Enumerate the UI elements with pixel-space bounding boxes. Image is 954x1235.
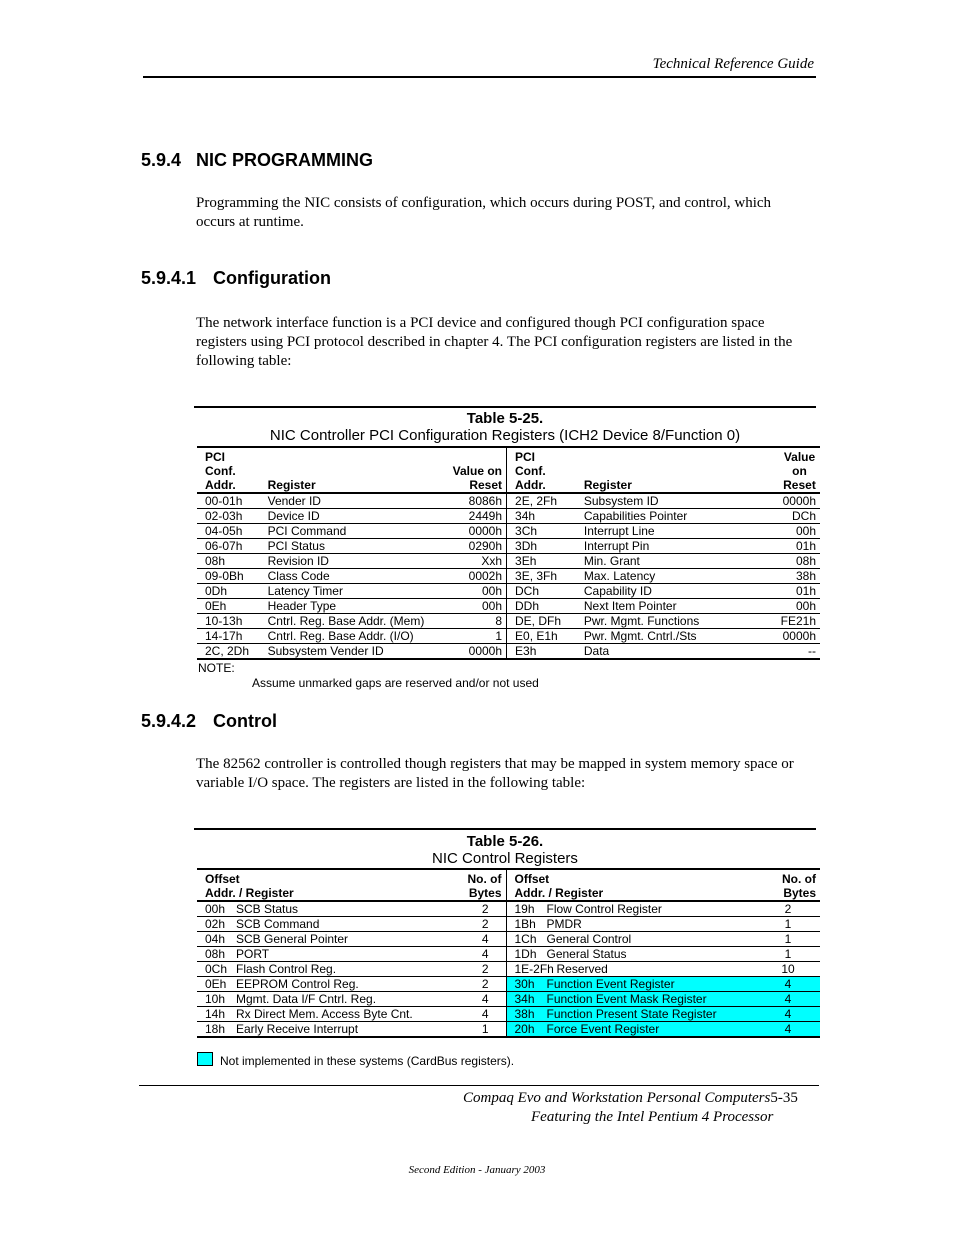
edition-line: Second Edition - January 2003 xyxy=(408,1164,546,1176)
intro-paragraph: Programming the NIC consists of configuration, which occurs during POST, and control, which occurs at runtime. xyxy=(196,195,772,230)
register-name: Subsystem ID xyxy=(576,493,753,509)
reset-value: 0002h xyxy=(445,569,507,584)
nic-control-table xyxy=(197,868,820,1038)
table-row xyxy=(197,569,820,584)
table2-header-register-right: Offset Addr. / Register xyxy=(514,872,604,900)
reset-value: 00h xyxy=(753,524,820,539)
register-name: Pwr. Mgmt. Functions xyxy=(576,614,753,629)
offset: 08h xyxy=(205,947,226,961)
byte-count: 4 xyxy=(756,992,820,1007)
pci-addr: 08h xyxy=(197,554,260,569)
running-header: Technical Reference Guide xyxy=(652,56,814,72)
register-left xyxy=(197,947,449,962)
register-name: PMDR xyxy=(546,917,582,931)
reset-value: 01h xyxy=(753,539,820,554)
table1-header-register: Register xyxy=(267,478,316,492)
footer-product: Compaq Evo and Workstation Personal Computers xyxy=(463,1090,771,1106)
byte-count: 2 xyxy=(449,977,506,992)
pci-addr: 14-17h xyxy=(197,629,260,644)
pci-addr: E3h xyxy=(507,644,576,660)
table1-caption xyxy=(194,410,816,444)
offset: 18h xyxy=(205,1022,226,1036)
pci-addr: 34h xyxy=(507,509,576,524)
register-name: Capability ID xyxy=(576,584,753,599)
pci-addr: 00-01h xyxy=(197,493,260,509)
offset: 1Dh xyxy=(514,947,537,961)
reset-value: 00h xyxy=(445,584,507,599)
footer-rule xyxy=(139,1085,819,1086)
offset: 1Ch xyxy=(514,932,537,946)
table-row xyxy=(197,932,820,947)
reset-value: Xxh xyxy=(445,554,507,569)
pci-addr: E0, E1h xyxy=(507,629,576,644)
register-right xyxy=(506,977,756,992)
byte-count: 4 xyxy=(449,1007,506,1022)
offset: 38h xyxy=(514,1007,535,1021)
byte-count: 1 xyxy=(449,1022,506,1038)
table-row xyxy=(197,947,820,962)
table1-note-label: NOTE: xyxy=(198,661,235,675)
table1-header-row xyxy=(197,447,820,493)
pci-addr: DDh xyxy=(507,599,576,614)
byte-count: 2 xyxy=(449,917,506,932)
register-name: Function Event Mask Register xyxy=(546,992,707,1006)
offset: 19h xyxy=(514,902,535,916)
control-number: 5.9.4.2 xyxy=(141,711,197,731)
pci-addr: 06-07h xyxy=(197,539,260,554)
table-row xyxy=(197,554,820,569)
register-name: SCB Status xyxy=(236,902,299,916)
reset-value: 8 xyxy=(445,614,507,629)
table2-caption xyxy=(194,833,816,867)
offset: 10h xyxy=(205,992,226,1006)
register-name: PCI Status xyxy=(260,539,445,554)
register-left xyxy=(197,1022,449,1038)
reset-value: 1 xyxy=(445,629,507,644)
register-left xyxy=(197,977,449,992)
register-name: Early Receive Interrupt xyxy=(236,1022,359,1036)
control-paragraph: The 82562 controller is controlled though registers that may be mapped in system memory space or variable I/O space. The registers are listed in the following table: xyxy=(196,756,794,791)
pci-addr: 3Eh xyxy=(507,554,576,569)
pci-addr: 2C, 2Dh xyxy=(197,644,260,660)
byte-count: 10 xyxy=(756,962,820,977)
register-name: Subsystem Vender ID xyxy=(260,644,445,660)
register-name: SCB General Pointer xyxy=(236,932,349,946)
register-name: Capabilities Pointer xyxy=(576,509,753,524)
offset: 02h xyxy=(205,917,226,931)
control-title: Control xyxy=(213,711,277,731)
table2-header-row xyxy=(197,869,820,901)
byte-count: 1 xyxy=(756,947,820,962)
register-name: General Control xyxy=(546,932,632,946)
byte-count: 2 xyxy=(449,962,506,977)
reset-value: 01h xyxy=(753,584,820,599)
legend-swatch xyxy=(197,1052,213,1066)
register-name: Device ID xyxy=(260,509,445,524)
reset-value: 8086h xyxy=(445,493,507,509)
section-number: 5.9.4 xyxy=(141,150,182,170)
table-row xyxy=(197,644,820,660)
register-name: Max. Latency xyxy=(576,569,753,584)
table1-top-rule xyxy=(194,406,816,408)
table1-title: NIC Controller PCI Configuration Registers (ICH2 Device 8/Function 0) xyxy=(269,427,741,444)
register-name: General Status xyxy=(546,947,627,961)
reset-value: 0000h xyxy=(445,524,507,539)
section-title: NIC PROGRAMMING xyxy=(196,150,373,170)
pci-addr: 09-0Bh xyxy=(197,569,260,584)
offset: 0Eh xyxy=(205,977,227,991)
table2-header-register: Offset Addr. / Register xyxy=(205,872,294,900)
table-row xyxy=(197,493,820,509)
table2-header-bytes: No. of Bytes xyxy=(449,869,506,901)
pci-addr: 04-05h xyxy=(197,524,260,539)
table1-note-text: Assume unmarked gaps are reserved and/or not used xyxy=(252,676,539,690)
footer-line1 xyxy=(463,1090,798,1107)
byte-count: 4 xyxy=(756,1007,820,1022)
register-right xyxy=(506,1007,756,1022)
config-heading xyxy=(141,268,331,289)
register-left xyxy=(197,992,449,1007)
pci-config-table xyxy=(197,446,820,660)
register-name: PCI Command xyxy=(260,524,445,539)
byte-count: 2 xyxy=(756,901,820,917)
register-right xyxy=(506,992,756,1007)
table2-label: Table 5-26. xyxy=(466,833,544,850)
byte-count: 1 xyxy=(756,917,820,932)
register-name: Class Code xyxy=(260,569,445,584)
table-row xyxy=(197,509,820,524)
pci-addr: 0Dh xyxy=(197,584,260,599)
config-paragraph: The network interface function is a PCI device and configured though PCI configuration space registers using PCI protocol described in chapter 4. The PCI configuration registers are listed in the following table: xyxy=(196,315,793,369)
table-row xyxy=(197,1007,820,1022)
register-name: Mgmt. Data I/F Cntrl. Reg. xyxy=(236,992,377,1006)
register-left xyxy=(197,1007,449,1022)
table1-label: Table 5-25. xyxy=(466,410,544,427)
reset-value: 38h xyxy=(753,569,820,584)
pci-addr: 3Dh xyxy=(507,539,576,554)
table-row xyxy=(197,901,820,917)
register-left xyxy=(197,962,449,977)
reset-value: DCh xyxy=(753,509,820,524)
reset-value: -- xyxy=(753,644,820,660)
register-name: SCB Command xyxy=(236,917,320,931)
register-name: Next Item Pointer xyxy=(576,599,753,614)
section-heading xyxy=(141,150,373,171)
register-name: Latency Timer xyxy=(260,584,445,599)
table-row xyxy=(197,584,820,599)
byte-count: 2 xyxy=(449,901,506,917)
register-name: Function Present State Register xyxy=(546,1007,717,1021)
footer-line2: Featuring the Intel Pentium 4 Processor xyxy=(531,1109,774,1125)
register-right xyxy=(506,962,756,977)
register-name: Force Event Register xyxy=(546,1022,660,1036)
legend-text: Not implemented in these systems (CardBus registers). xyxy=(220,1054,515,1068)
register-name: Min. Grant xyxy=(576,554,753,569)
register-name: Header Type xyxy=(260,599,445,614)
table-row xyxy=(197,1022,820,1038)
pci-addr: 02-03h xyxy=(197,509,260,524)
register-right xyxy=(506,901,756,917)
table1-header-addr-right: PCI Conf. Addr. xyxy=(515,450,546,492)
register-name: Interrupt Line xyxy=(576,524,753,539)
table1-header-register-right: Register xyxy=(583,478,632,492)
table-row xyxy=(197,962,820,977)
pci-addr: 0Eh xyxy=(197,599,260,614)
register-name: Reserved xyxy=(556,962,608,976)
register-name: Function Event Register xyxy=(546,977,675,991)
table-row xyxy=(197,917,820,932)
register-name: Cntrl. Reg. Base Addr. (I/O) xyxy=(260,629,445,644)
register-name: EEPROM Control Reg. xyxy=(236,977,359,991)
offset: 14h xyxy=(205,1007,226,1021)
register-right xyxy=(506,947,756,962)
reset-value: 0000h xyxy=(753,493,820,509)
reset-value: 2449h xyxy=(445,509,507,524)
register-name: Revision ID xyxy=(260,554,445,569)
table-row xyxy=(197,614,820,629)
register-name: Pwr. Mgmt. Cntrl./Sts xyxy=(576,629,753,644)
reset-value: 08h xyxy=(753,554,820,569)
reset-value: 0290h xyxy=(445,539,507,554)
register-name: Rx Direct Mem. Access Byte Cnt. xyxy=(236,1007,413,1021)
offset: 00h xyxy=(205,902,226,916)
header-rule xyxy=(143,76,816,78)
register-right xyxy=(506,917,756,932)
config-number: 5.9.4.1 xyxy=(141,268,197,288)
byte-count: 4 xyxy=(449,947,506,962)
pci-addr: DCh xyxy=(507,584,576,599)
offset: 30h xyxy=(514,977,535,991)
reset-value: FE21h xyxy=(753,614,820,629)
table-row xyxy=(197,539,820,554)
byte-count: 4 xyxy=(756,1022,820,1038)
register-name: Flash Control Reg. xyxy=(236,962,337,976)
byte-count: 1 xyxy=(756,932,820,947)
register-name: Interrupt Pin xyxy=(576,539,753,554)
pci-addr: 2E, 2Fh xyxy=(507,493,576,509)
pci-addr: 3E, 3Fh xyxy=(507,569,576,584)
register-left xyxy=(197,917,449,932)
reset-value: 0000h xyxy=(445,644,507,660)
offset: 0Ch xyxy=(205,962,228,976)
byte-count: 4 xyxy=(449,932,506,947)
register-name: Cntrl. Reg. Base Addr. (Mem) xyxy=(260,614,445,629)
table-row xyxy=(197,599,820,614)
config-title: Configuration xyxy=(213,268,331,288)
reset-value: 00h xyxy=(753,599,820,614)
register-right xyxy=(506,1022,756,1038)
table-row xyxy=(197,977,820,992)
table2-header-bytes-right: No. of Bytes xyxy=(782,872,816,900)
table1-header-value: Value on Reset xyxy=(445,447,507,493)
byte-count: 4 xyxy=(756,977,820,992)
offset: 20h xyxy=(514,1022,535,1036)
offset: 1E-2Fh xyxy=(514,962,554,976)
register-left xyxy=(197,932,449,947)
register-name: Data xyxy=(576,644,753,660)
reset-value: 00h xyxy=(445,599,507,614)
offset: 34h xyxy=(514,992,535,1006)
register-name: Vender ID xyxy=(260,493,445,509)
register-left xyxy=(197,901,449,917)
control-heading xyxy=(141,711,277,732)
table-row xyxy=(197,524,820,539)
table2-top-rule xyxy=(194,828,816,830)
pci-addr: 10-13h xyxy=(197,614,260,629)
pci-addr: DE, DFh xyxy=(507,614,576,629)
reset-value: 0000h xyxy=(753,629,820,644)
pci-addr: 3Ch xyxy=(507,524,576,539)
register-right xyxy=(506,932,756,947)
offset: 04h xyxy=(205,932,226,946)
byte-count: 4 xyxy=(449,992,506,1007)
table1-header-value-right: Value on Reset xyxy=(783,450,816,492)
register-name: PORT xyxy=(236,947,270,961)
offset: 1Bh xyxy=(514,917,536,931)
table1-header-addr: PCI Conf. Addr. xyxy=(205,450,236,492)
table-row xyxy=(197,629,820,644)
table-row xyxy=(197,992,820,1007)
page-number: 5-35 xyxy=(770,1090,798,1106)
register-name: Flow Control Register xyxy=(546,902,662,916)
table2-title: NIC Control Registers xyxy=(432,850,578,867)
